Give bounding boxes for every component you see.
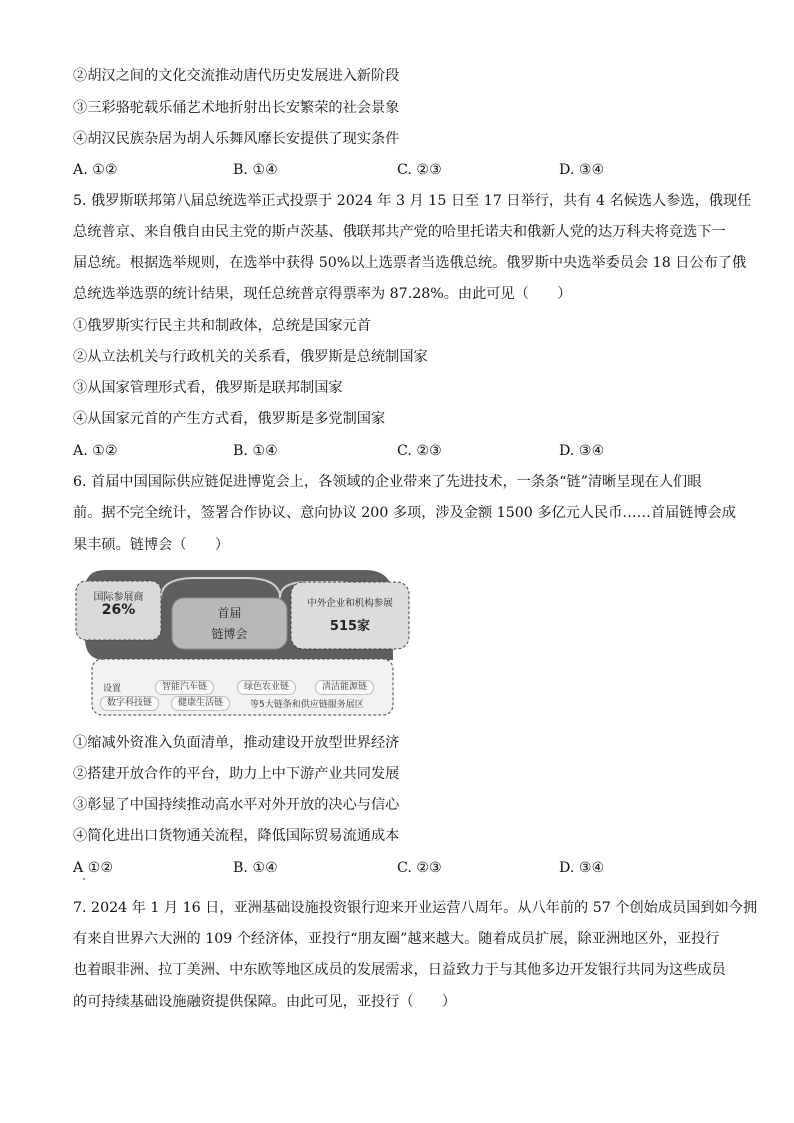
- q4-statement-4: ④胡汉民族杂居为胡人乐舞风靡长安提供了现实条件: [73, 131, 400, 147]
- q5-stem-line-3: 届总统。根据选举规则，在选举中获得 50%以上选票者当选俄总统。俄罗斯中央选举委员会 18 日公布了俄: [73, 255, 747, 271]
- q4-statement-3: ③三彩骆驼载乐俑艺术地折射出长安繁荣的社会景象: [73, 100, 400, 116]
- q4-option-b[interactable]: B. ①④: [233, 162, 278, 178]
- q4-option-c[interactable]: C. ②③: [397, 162, 442, 178]
- q6-option-d[interactable]: D. ③④: [559, 860, 605, 876]
- q5-statement-3: ③从国家管理形式看，俄罗斯是联邦制国家: [73, 380, 343, 396]
- q7-stem-line-4: 的可持续基础设施融资提供保障。由此可见，亚投行（ ）: [73, 994, 457, 1010]
- q4-option-a[interactable]: A. ①②: [73, 162, 118, 178]
- q7-stem-line-1: 7. 2024 年 1 月 16 日，亚洲基础设施投资银行迎来开业运营八周年。从八年前的 57 个创始成员国到如今拥: [73, 900, 758, 916]
- exhibitor-share-value: 26%: [101, 602, 136, 618]
- q6-options: [73, 858, 733, 878]
- q6-stem-line-3: 果丰硕。链博会（ ）: [73, 537, 230, 553]
- chains-suffix: 等5大链条和供应链服务展区: [250, 700, 364, 710]
- q4-option-d[interactable]: D. ③④: [559, 162, 605, 178]
- q5-option-b[interactable]: B. ①④: [233, 443, 278, 459]
- chain-smart-auto: 智能汽车链: [155, 680, 214, 695]
- q5-statement-1: ①俄罗斯实行民主共和制政体，总统是国家元首: [73, 318, 371, 334]
- enterprise-count-value: 515家: [329, 619, 371, 634]
- exhibitor-share-label: 国际参展商: [93, 592, 144, 603]
- q5-options: [73, 441, 733, 461]
- q5-stem-line-4: 总统选举选票的统计结果，现任总统普京得票率为 87.28%。由此可见（ ）: [73, 286, 572, 302]
- chain-digital-tech: 数字科技链: [100, 696, 159, 711]
- chains-prefix: 设置: [103, 684, 122, 694]
- q6-statement-3: ③彰显了中国持续推动高水平对外开放的决心与信心: [73, 797, 400, 813]
- q6-statement-2: ②搭建开放合作的平台，助力上中下游产业共同发展: [73, 766, 400, 782]
- q6-stem-line-2: 前。据不完全统计，签署合作协议、意向协议 200 多项，涉及金额 1500 多亿元人民币……首届链博会成: [73, 505, 736, 521]
- enterprise-count-label: 中外企业和机构参展: [307, 598, 393, 609]
- q4-options: [73, 160, 733, 180]
- q5-stem-line-1: 5. 俄罗斯联邦第八届总统选举正式投票于 2024 年 3 月 15 日至 17 日举行，共有 4 名候选人参选，俄现任: [73, 193, 752, 209]
- chain-green-agriculture: 绿色农业链: [237, 680, 296, 695]
- q5-option-c[interactable]: C. ②③: [397, 443, 442, 459]
- q5-stem-line-2: 总统普京、来自俄自由民主党的斯卢茨基、俄联邦共产党的哈里托诺夫和俄新人党的达万科夫将竞选下一: [73, 224, 726, 240]
- q6-statement-1: ①缩减外资准入负面清单，推动建设开放型世界经济: [73, 735, 400, 751]
- chain-healthy-living: 健康生活链: [171, 696, 230, 711]
- q7-stem-line-3: 也着眼非洲、拉丁美洲、中东欧等地区成员的发展需求，日益致力于与其他多边开发银行共同为这些成员: [73, 962, 726, 978]
- expo-title-line-2: 链博会: [211, 627, 248, 641]
- q6-option-c[interactable]: C. ②③: [397, 860, 442, 876]
- chain-clean-energy: 清洁能源链: [315, 680, 374, 695]
- q5-statement-4: ④从国家元首的产生方式看，俄罗斯是多党制国家: [73, 411, 386, 427]
- q5-statement-2: ②从立法机关与行政机关的关系看，俄罗斯是总统制国家: [73, 349, 428, 365]
- q5-option-d[interactable]: D. ③④: [559, 443, 605, 459]
- q6-stem-line-1: 6. 首届中国国际供应链促进博览会上，各领域的企业带来了先进技术，一条条“链”清晰呈现在人们眼: [73, 474, 702, 490]
- q6-statement-4: ④简化进出口货物通关流程，降低国际贸易流通成本: [73, 828, 400, 844]
- q6-option-b[interactable]: B. ①④: [233, 860, 278, 876]
- stray-dot: [83, 878, 85, 880]
- expo-title-line-1: 首届: [217, 606, 242, 620]
- expo-infographic: [75, 568, 412, 716]
- q5-option-a[interactable]: A. ①②: [73, 443, 118, 459]
- q7-stem-line-2: 有来自世界六大洲的 109 个经济体，亚投行“朋友圈”越来越大。随着成员扩展，除亚洲地区外，亚投行: [73, 931, 720, 947]
- q4-statement-2: ②胡汉之间的文化交流推动唐代历史发展进入新阶段: [73, 68, 400, 84]
- q6-option-a[interactable]: A ①②: [73, 860, 114, 876]
